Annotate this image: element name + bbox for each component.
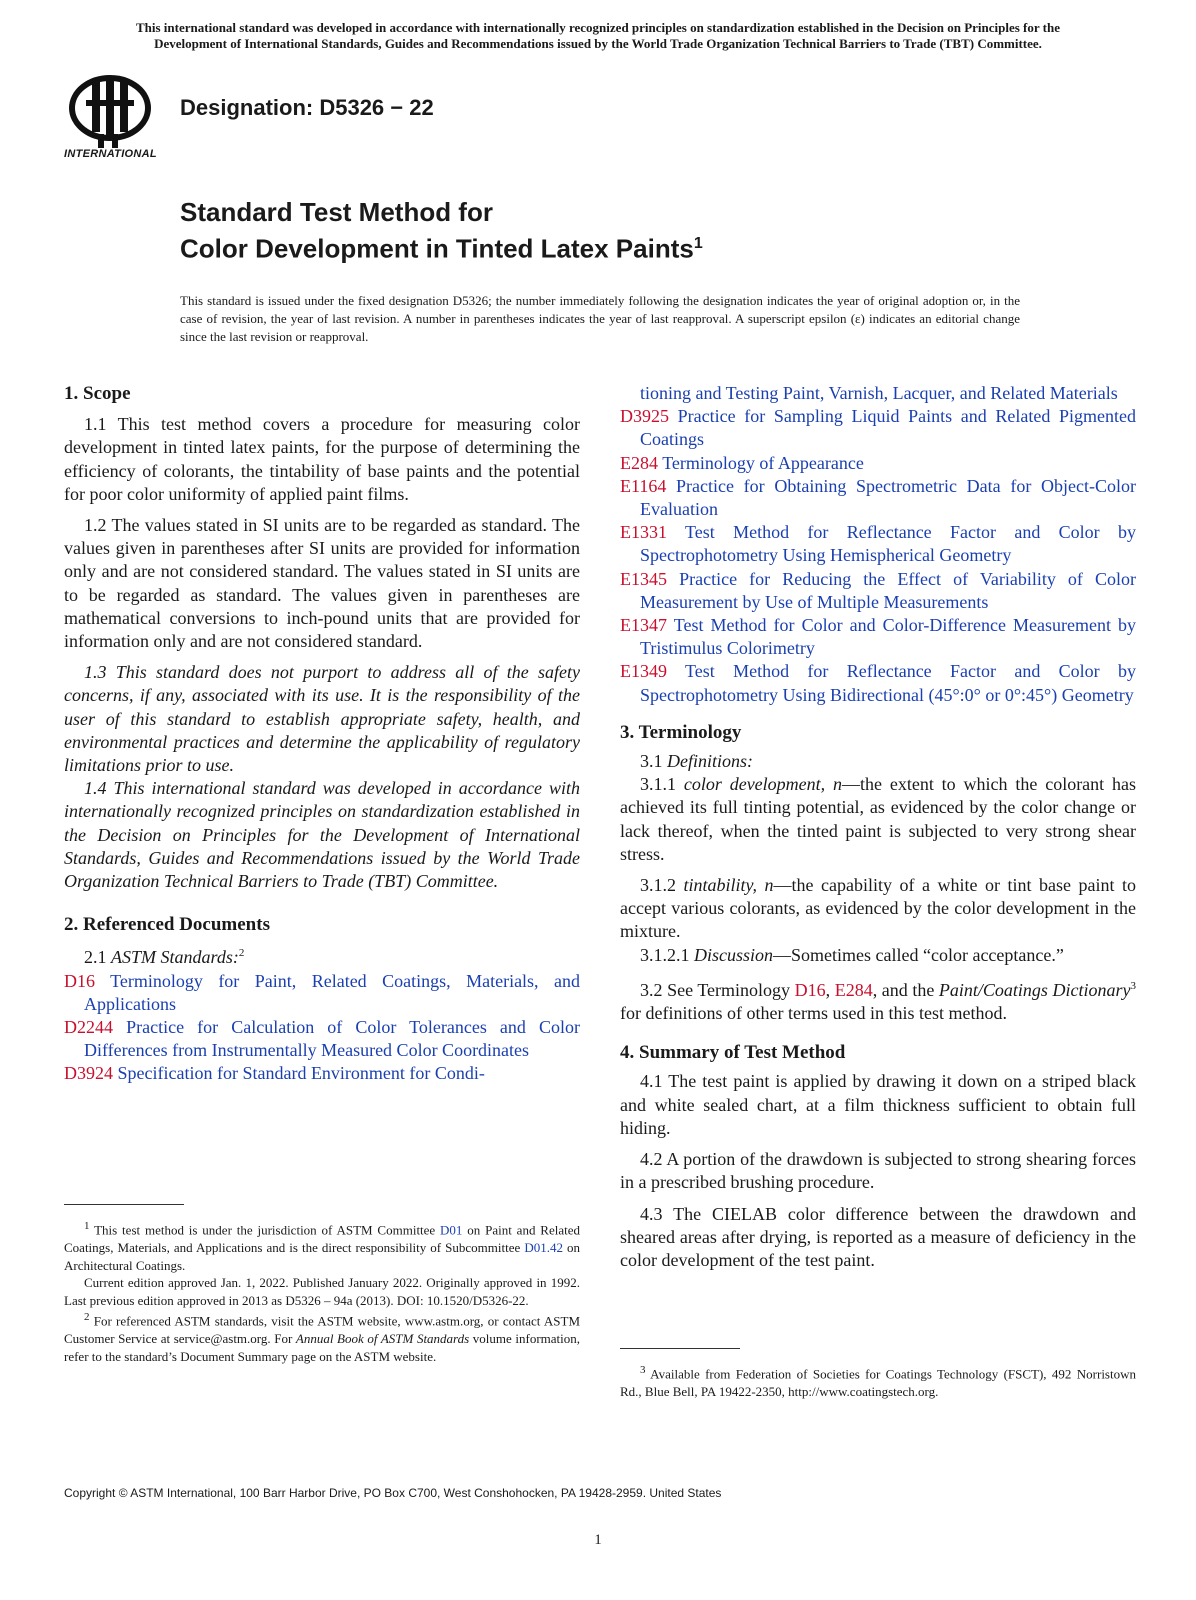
footnote-3 <box>620 1362 1136 1401</box>
document-title <box>180 196 703 265</box>
para-2-1-text: ASTM Standards: <box>111 947 239 968</box>
title-line1: Standard Test Method for <box>180 197 493 227</box>
title-line2-text: Color Development in Tinted Latex Paints <box>180 233 694 264</box>
ref-e284-code[interactable]: E284 <box>620 452 658 473</box>
footnote-2-text-b: volume information, refer to the standard’s Document Summary page on the ASTM website. <box>64 1331 581 1364</box>
para-3-2-italic: Paint/Coatings Dictionary <box>938 979 1131 1000</box>
ref-d3925[interactable] <box>620 405 1136 451</box>
section-1-heading: 1. Scope <box>64 383 131 404</box>
section-4-heading: 4. Summary of Test Method <box>620 1042 846 1064</box>
para-4-3: 4.3 The CIELAB color difference between the drawdown and sheared areas after drying, is reported as a measure of deficiency in the color development of the test paint. <box>620 1203 1136 1270</box>
ref-e1349-title[interactable]: Test Method for Reflectance Factor and Color by Spectrophotometry Using Bidirectional (45°:0° or 0°:45°) Geometry <box>640 661 1136 705</box>
para-3-2-d16-link[interactable]: D16 <box>794 979 826 1000</box>
ref-d3924[interactable] <box>64 1062 580 1085</box>
footnote-2-italic: Annual Book of ASTM Standards <box>295 1331 470 1347</box>
para-3-1-2-1-text: —Sometimes called “color acceptance.” <box>773 944 1064 965</box>
para-1-3: 1.3 This standard does not purport to address all of the safety concerns, if any, associated with its use. It is the responsibility of the user of this standard to establish appropriate safety, health, and environmental practices and determine the applicability of regulatory limitations prior to use. <box>64 662 580 776</box>
para-4-1: 4.1 The test paint is applied by drawing it down on a striped black and white sealed chart, at a film thickness sufficient to obtain full hiding. <box>620 1071 1136 1138</box>
ref-e1347-code[interactable]: E1347 <box>620 615 667 636</box>
para-1-1: 1.1 This test method covers a procedure for measuring color development in tinted latex paints, for the purpose of determining the efficiency of colorants, the tintability of base paints and the potential for poor color uniformity of applied paint films. <box>64 414 580 504</box>
ref-e1331-code[interactable]: E1331 <box>620 522 667 543</box>
para-1-4: 1.4 This international standard was developed in accordance with internationally recognized principles on standardization established in the Decision on Principles for the Development of International Standards, Guides and Recommendations issued by the World Trade Organization Technical Barriers to Trade (TBT) Committee. <box>64 778 580 892</box>
tbt-notice <box>60 20 1136 52</box>
para-3-1-2 <box>620 874 1136 944</box>
title-footnote-mark: 1 <box>693 235 703 252</box>
para-3-2-text-a: 3.2 See Terminology <box>640 979 791 1000</box>
para-3-1-1 <box>620 773 1136 866</box>
para-3-2-text-b: , and the <box>872 979 935 1000</box>
footnote-1-text-b: on Paint and Related Coatings, Materials, and Applications and is the direct responsibility of Subcommittee <box>64 1222 581 1255</box>
committee-d01-link[interactable]: D01 <box>440 1222 463 1238</box>
ref-d3924-title-part1[interactable]: Specification for Standard Environment for Condi- <box>117 1063 485 1084</box>
ref-d2244[interactable] <box>64 1016 580 1062</box>
title-line2 <box>180 228 703 265</box>
para-3-1-2-term: tintability, n <box>683 875 774 896</box>
footnote-1-text-c: on Architectural Coatings. <box>64 1239 581 1273</box>
para-3-1-2-1-term: Discussion <box>694 944 774 965</box>
ref-d3925-code[interactable]: D3925 <box>620 406 669 427</box>
designation: Designation: D5326 − 22 <box>180 95 434 120</box>
ref-d2244-title[interactable]: Practice for Calculation of Color Tolerances and Color Differences from Instrumentally Measured Color Coordinates <box>84 1017 580 1061</box>
para-3-2-footnote-mark: 3 <box>1130 979 1136 992</box>
para-2-1 <box>64 942 580 969</box>
ref-e1164[interactable] <box>620 475 1136 521</box>
page-number: 1 <box>594 1532 602 1548</box>
para-3-1 <box>620 750 1136 773</box>
ref-e1345[interactable] <box>620 568 1136 614</box>
ref-e284[interactable] <box>620 452 1136 475</box>
ref-e1349[interactable] <box>620 660 1136 706</box>
para-3-1-2-1-num: 3.1.2.1 <box>640 944 690 965</box>
astm-logo <box>62 70 172 165</box>
para-3-1-2-num: 3.1.2 <box>640 875 676 896</box>
copyright: Copyright © ASTM International, 100 Barr Harbor Drive, PO Box C700, West Conshohocken, PA 19428-2959. United States <box>64 1486 722 1500</box>
footnote-2-mark: 2 <box>84 1311 90 1324</box>
ref-e1345-title[interactable]: Practice for Reducing the Effect of Variability of Color Measurement by Use of Multiple Measurements <box>640 568 1136 612</box>
footnote-3-text: Available from Federation of Societies for Coatings Technology (FSCT), 492 Norristown Rd., Blue Bell, PA 19422-2350, http://www.coatingstech.org. <box>620 1366 1136 1399</box>
subcommittee-d0142-link[interactable]: D01.42 <box>524 1239 563 1255</box>
para-2-1-footnote-mark: 2 <box>238 947 245 960</box>
footnote-1 <box>64 1218 580 1274</box>
section-2-heading: 2. Referenced Documents <box>64 914 270 936</box>
para-3-2: 3.2 See Terminology D16, E284, and the Paint/Coatings Dictionary$^3$ for definitions of other terms used in this test method. <box>620 979 1136 1024</box>
footnote-1-text-a: This test method is under the jurisdiction of ASTM Committee <box>94 1222 436 1238</box>
right-footnotes <box>620 1362 1136 1401</box>
section-3-heading: 3. Terminology <box>620 721 742 743</box>
ref-d16[interactable] <box>64 970 580 1016</box>
para-1-2: 1.2 The values stated in SI units are to be regarded as standard. The values given in parentheses after SI units are provided for information only and are not considered standard. The values stated in SI units are to be regarded as standard. The values given in parentheses are mathematical conversions to inch-pound units that are provided for information only and are not considered standard. <box>64 515 580 652</box>
tbt-notice-line2: Development of International Standards, Guides and Recommendations issued by the World Trade Organization Technical Barriers to Trade (TBT) Committee. <box>154 36 1042 51</box>
ref-d16-title[interactable]: Terminology for Paint, Related Coatings, Materials, and Applications <box>84 970 581 1014</box>
ref-d3924-code[interactable]: D3924 <box>64 1063 113 1084</box>
footnote-3-mark: 3 <box>640 1364 646 1376</box>
ref-e1164-title[interactable]: Practice for Obtaining Spectrometric Data for Object-Color Evaluation <box>640 475 1136 520</box>
issued-note: This standard is issued under the fixed designation D5326; the number immediately following the designation indicates the year of original adoption or, in the case of revision, the year of last revision. A number in parentheses indicates the year of last reapproval. A superscript epsilon (ε) indicates an editorial change since the last revision or reapproval. <box>180 293 1020 344</box>
right-column <box>620 382 1136 1272</box>
left-column <box>64 382 580 1086</box>
footnote-1-edition: Current edition approved Jan. 1, 2022. Published January 2022. Originally approved in 1992. Last previous edition approved in 2013 as D5326 – 94a (2013). DOI: 10.1520/D5326-22. <box>64 1275 580 1308</box>
ref-e1164-code[interactable]: E1164 <box>620 475 667 496</box>
para-3-1-1-text: —the extent to which the colorant has achieved its full tinting potential, as evidenced by the color change or lack thereof, when the tinted paint is subjected to very strong shear stress. <box>620 774 1137 864</box>
ref-e1349-code[interactable]: E1349 <box>620 661 667 682</box>
footnote-2 <box>64 1309 580 1365</box>
para-4-2: 4.2 A portion of the drawdown is subjected to strong shearing forces in a prescribed brushing procedure. <box>620 1149 1136 1193</box>
ref-d2244-code[interactable]: D2244 <box>64 1017 113 1038</box>
ref-e1345-code[interactable]: E1345 <box>620 568 667 589</box>
para-3-1-num: 3.1 <box>640 751 663 772</box>
para-3-1-1-num: 3.1.1 <box>640 774 676 795</box>
footnote-rule-right <box>620 1348 740 1349</box>
ref-e1331-title[interactable]: Test Method for Reflectance Factor and Color by Spectrophotometry Using Hemispherical Geometry <box>640 522 1136 566</box>
para-3-1-text: Definitions: <box>667 751 753 772</box>
para-3-2-text-c: for definitions of other terms used in this test method. <box>620 1003 1007 1024</box>
logo-text: INTERNATIONAL <box>64 148 157 160</box>
ref-d3925-title[interactable]: Practice for Sampling Liquid Paints and Related Pigmented Coatings <box>640 406 1136 450</box>
ref-e284-title[interactable]: Terminology of Appearance <box>662 452 864 473</box>
left-footnotes <box>64 1218 580 1365</box>
para-3-1-2-1 <box>620 944 1136 967</box>
para-3-2-e284-link[interactable]: E284 <box>834 979 873 1000</box>
tbt-notice-line1: This international standard was developed in accordance with internationally recognized principles on standardization established in the Decision on Principles for the <box>135 20 1060 35</box>
footnote-1-mark: 1 <box>84 1220 90 1232</box>
footnote-rule-left <box>64 1204 184 1205</box>
footnote-2-text-a: For referenced ASTM standards, visit the ASTM website, www.astm.org, or contact ASTM Customer Service at service@astm.org. For <box>64 1313 581 1347</box>
ref-e1347[interactable] <box>620 614 1136 660</box>
ref-e1347-title[interactable]: Test Method for Color and Color-Difference Measurement by Tristimulus Colorimetry <box>640 615 1136 659</box>
ref-d16-code[interactable]: D16 <box>64 970 95 991</box>
para-2-1-num: 2.1 <box>84 947 107 968</box>
para-3-1-2-text: —the capability of a white or tint base paint to accept various colorants, as evidenced by the color development in the mixture. <box>620 875 1136 942</box>
ref-d3924-title-part2[interactable]: tioning and Testing Paint, Varnish, Lacquer, and Related Materials <box>640 383 1118 403</box>
para-3-1-1-term: color development, n <box>683 774 843 795</box>
ref-e1331[interactable] <box>620 521 1136 567</box>
